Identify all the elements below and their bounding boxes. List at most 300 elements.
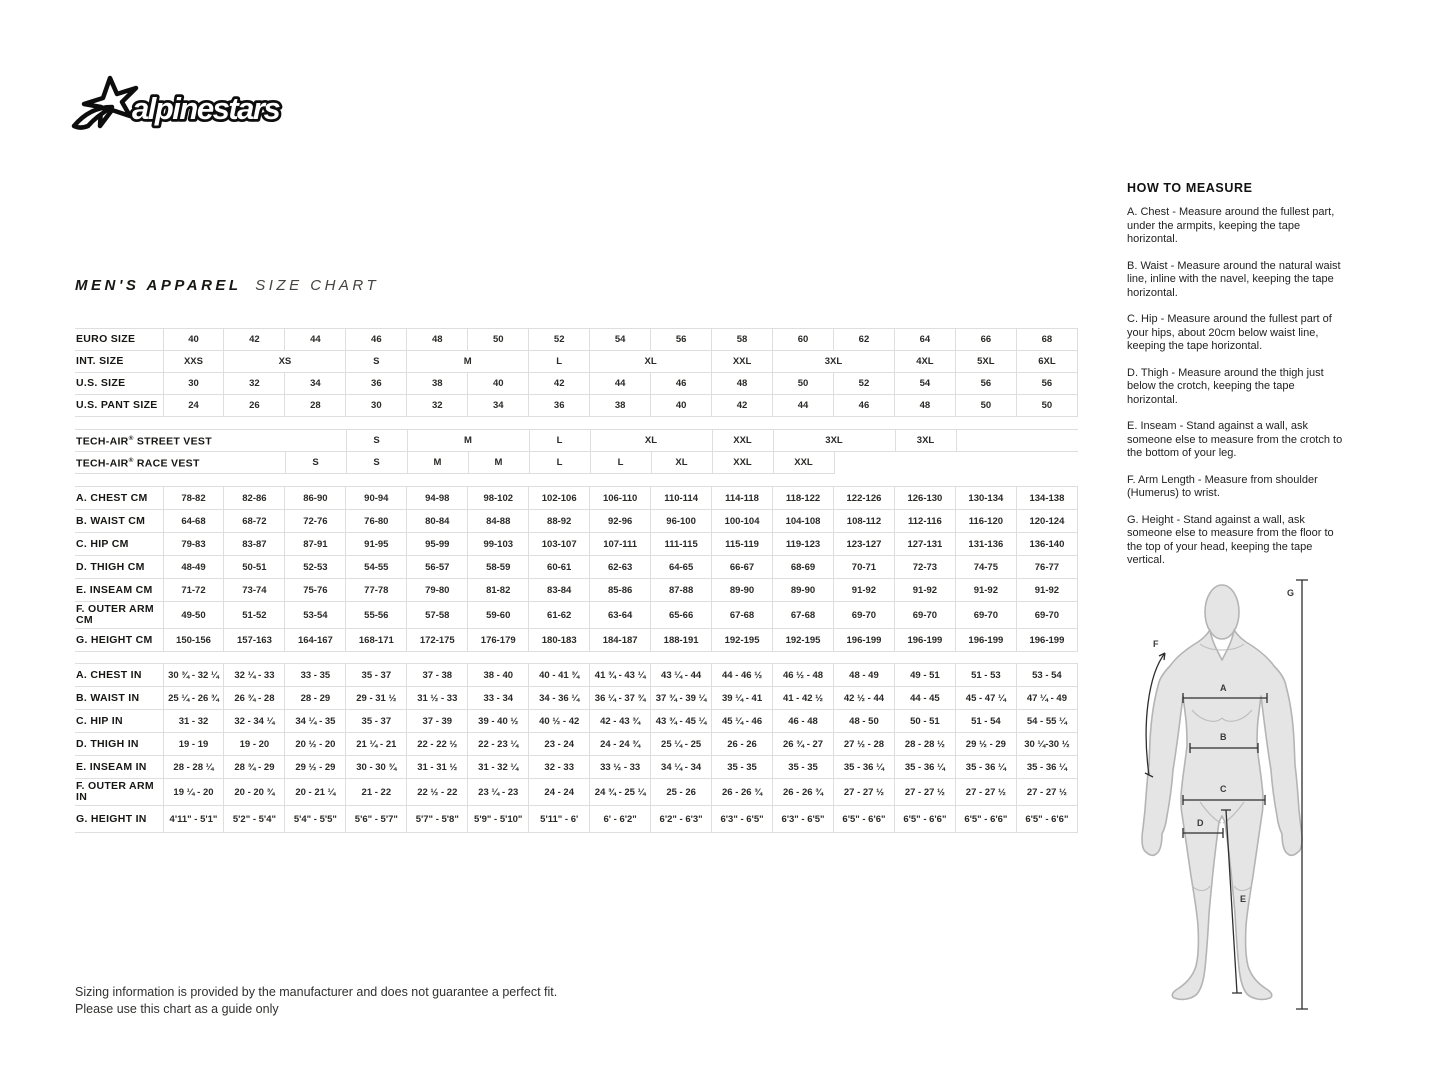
row-label: B. WAIST IN	[75, 687, 163, 710]
size-cell: 61-62	[529, 602, 590, 629]
size-cell: 29 - 31 ½	[346, 687, 407, 710]
row-label: U.S. PANT SIZE	[75, 395, 163, 417]
size-cell: S	[346, 351, 407, 373]
size-cell: 44	[773, 395, 834, 417]
size-cell: 76-77	[1016, 556, 1077, 579]
size-cell: M	[407, 452, 468, 474]
size-cell: 96-100	[651, 510, 712, 533]
size-cell: 130-134	[955, 487, 1016, 510]
size-cell: 5'4" - 5'5"	[285, 806, 346, 833]
size-cell: 24 - 24 ¾	[590, 733, 651, 756]
figure-label-hip: C	[1220, 784, 1227, 794]
size-cell: 44 - 45	[894, 687, 955, 710]
measure-instruction: F. Arm Length - Measure from shoulder (Humerus) to wrist.	[1127, 473, 1318, 499]
size-cell: 6'5" - 6'6"	[955, 806, 1016, 833]
size-cell: 40	[163, 329, 224, 351]
size-cell: 65-66	[651, 602, 712, 629]
measure-instruction: G. Height - Stand against a wall, ask someone else to measure from the floor to the top of your head, keeping the tape vertical.	[1127, 513, 1334, 566]
size-cell: 5'2" - 5'4"	[224, 806, 285, 833]
size-cell: 115-119	[712, 533, 773, 556]
row-label: G. HEIGHT IN	[75, 806, 163, 833]
size-cell: 69-70	[1016, 602, 1077, 629]
size-cell: 3XL	[773, 430, 895, 452]
size-cell: 83-84	[529, 579, 590, 602]
size-cell: 27 - 27 ½	[894, 779, 955, 806]
row-label: D. THIGH CM	[75, 556, 163, 579]
size-cell: 192-195	[773, 629, 834, 652]
row-label: F. OUTER ARM CM	[75, 602, 163, 629]
size-cell: 50	[1016, 395, 1077, 417]
size-cell: 54	[590, 329, 651, 351]
size-cell: 5'7" - 5'8"	[407, 806, 468, 833]
size-cell: 54	[894, 373, 955, 395]
size-cell: 35 - 36 ¼	[833, 756, 894, 779]
how-to-measure-heading: HOW TO MEASURE	[1127, 181, 1253, 195]
size-cell: 91-92	[833, 579, 894, 602]
size-cell: 34 ¼ - 35	[285, 710, 346, 733]
size-cell: 68-69	[773, 556, 834, 579]
size-cell	[956, 430, 1078, 452]
size-cell: 95-99	[407, 533, 468, 556]
size-cell: 28 - 29	[285, 687, 346, 710]
size-cell: 70-71	[833, 556, 894, 579]
size-cell: 84-88	[468, 510, 529, 533]
size-cell: 39 ¼ - 41	[712, 687, 773, 710]
size-cell: 40	[651, 395, 712, 417]
size-cell: 35 - 36 ¼	[894, 756, 955, 779]
size-cell: 27 - 27 ½	[1016, 779, 1077, 806]
size-cell: 4XL	[894, 351, 955, 373]
size-cell: 136-140	[1016, 533, 1077, 556]
row-label: TECH-AIR® RACE VEST	[75, 452, 285, 474]
table-block-in	[75, 663, 1078, 833]
size-cell: 36 ¼ - 37 ¾	[590, 687, 651, 710]
size-cell: 45 - 47 ¼	[955, 687, 1016, 710]
size-cell: 27 - 27 ½	[833, 779, 894, 806]
size-cell: 118-122	[773, 487, 834, 510]
size-cell: XL	[590, 351, 712, 373]
size-cell: 131-136	[955, 533, 1016, 556]
size-cell: 50	[955, 395, 1016, 417]
table-block-vests	[75, 429, 1078, 474]
size-cell: 6'5" - 6'6"	[833, 806, 894, 833]
size-cell: 102-106	[529, 487, 590, 510]
size-cell: 58	[712, 329, 773, 351]
size-cell: 50	[468, 329, 529, 351]
size-cell: 150-156	[163, 629, 224, 652]
size-cell: 67-68	[712, 602, 773, 629]
size-cell: 172-175	[407, 629, 468, 652]
size-cell: 25 - 26	[651, 779, 712, 806]
size-cell: 22 - 23 ¼	[468, 733, 529, 756]
size-cell: 45 ¼ - 46	[712, 710, 773, 733]
size-cell: 192-195	[712, 629, 773, 652]
size-cell: 46	[651, 373, 712, 395]
size-cell: 79-83	[163, 533, 224, 556]
size-cell: 23 - 24	[529, 733, 590, 756]
size-cell: 27 - 27 ½	[955, 779, 1016, 806]
size-cell: 91-95	[346, 533, 407, 556]
size-cell: 108-112	[833, 510, 894, 533]
size-cell: 107-111	[590, 533, 651, 556]
size-cell: 72-73	[894, 556, 955, 579]
size-cell: 89-90	[712, 579, 773, 602]
measurement-figure	[1140, 570, 1318, 1027]
size-cell: 114-118	[712, 487, 773, 510]
size-cell: 5'9" - 5'10"	[468, 806, 529, 833]
size-cell: 50-51	[224, 556, 285, 579]
size-cell: 62	[833, 329, 894, 351]
size-cell: 31 - 31 ½	[407, 756, 468, 779]
size-cell: 92-96	[590, 510, 651, 533]
size-cell: 6XL	[1016, 351, 1077, 373]
size-cell: 126-130	[894, 487, 955, 510]
size-cell: 3XL	[895, 430, 956, 452]
size-cell: 32	[224, 373, 285, 395]
size-cell: M	[407, 430, 529, 452]
size-cell: 57-58	[407, 602, 468, 629]
size-cell: 54-55	[346, 556, 407, 579]
size-cell: 35 - 37	[346, 710, 407, 733]
size-cell: 33 - 34	[468, 687, 529, 710]
size-cell: 122-126	[833, 487, 894, 510]
size-cell: 43 ¼ - 44	[651, 664, 712, 687]
row-label: EURO SIZE	[75, 329, 163, 351]
size-cell: 56	[955, 373, 1016, 395]
size-cell: 56	[651, 329, 712, 351]
size-cell: 164-167	[285, 629, 346, 652]
size-cell: 21 ¼ - 21	[346, 733, 407, 756]
size-cell: 48 - 49	[833, 664, 894, 687]
size-cell: 20 - 21 ¼	[285, 779, 346, 806]
size-cell: 48 - 50	[833, 710, 894, 733]
size-cell: 123-127	[833, 533, 894, 556]
size-cell: 6'3" - 6'5"	[712, 806, 773, 833]
size-cell: 80-84	[407, 510, 468, 533]
size-cell: 23 ¼ - 23	[468, 779, 529, 806]
size-cell: 46 - 48	[773, 710, 834, 733]
size-cell: 24 - 24	[529, 779, 590, 806]
size-cell: 26 - 26	[712, 733, 773, 756]
size-cell: 64-68	[163, 510, 224, 533]
size-cell: 49 - 51	[894, 664, 955, 687]
size-cell: 25 ¼ - 25	[651, 733, 712, 756]
size-cell: 88-92	[529, 510, 590, 533]
size-cell: 26 ¾ - 27	[773, 733, 834, 756]
size-cell: 54 - 55 ¼	[1016, 710, 1077, 733]
size-cell: 35 - 36 ¼	[955, 756, 1016, 779]
size-cell: 43 ¾ - 45 ¼	[651, 710, 712, 733]
size-cell: 74-75	[955, 556, 1016, 579]
size-cell: 26 - 26 ¾	[773, 779, 834, 806]
figure-label-chest: A	[1220, 683, 1227, 693]
size-cell: 37 - 38	[407, 664, 468, 687]
size-cell: 51-52	[224, 602, 285, 629]
size-cell: 37 - 39	[407, 710, 468, 733]
size-cell: 63-64	[590, 602, 651, 629]
figure-label-inseam: E	[1240, 894, 1247, 904]
size-cell: 26	[224, 395, 285, 417]
size-cell: 30 ¼-30 ½	[1016, 733, 1077, 756]
size-cell: 40	[468, 373, 529, 395]
size-cell: M	[407, 351, 529, 373]
size-cell: 168-171	[346, 629, 407, 652]
size-cell: 120-124	[1016, 510, 1077, 533]
size-cell: 56	[1016, 373, 1077, 395]
size-cell: S	[285, 452, 346, 474]
size-cell: 44	[590, 373, 651, 395]
size-cell: 48	[894, 395, 955, 417]
size-cell: 52	[833, 373, 894, 395]
size-cell: 35 - 37	[346, 664, 407, 687]
size-cell	[834, 452, 1078, 474]
size-cell: 42	[224, 329, 285, 351]
size-cell: 72-76	[285, 510, 346, 533]
row-label: C. HIP IN	[75, 710, 163, 733]
size-cell: XXL	[712, 452, 773, 474]
size-cell: 31 ½ - 33	[407, 687, 468, 710]
size-cell: 30	[346, 395, 407, 417]
size-cell: 30 ¾ - 32 ¼	[163, 664, 224, 687]
size-cell: XXL	[773, 452, 834, 474]
size-cell: 180-183	[529, 629, 590, 652]
size-cell: 24	[163, 395, 224, 417]
size-table	[75, 328, 1078, 845]
size-cell: 87-91	[285, 533, 346, 556]
row-label: G. HEIGHT CM	[75, 629, 163, 652]
size-cell: 36	[346, 373, 407, 395]
size-cell: 37 ¾ - 39 ¼	[651, 687, 712, 710]
size-cell: 6'2" - 6'3"	[651, 806, 712, 833]
size-cell: 68	[1016, 329, 1077, 351]
size-cell: 83-87	[224, 533, 285, 556]
size-cell: 46 ½ - 48	[773, 664, 834, 687]
size-cell: 52	[529, 329, 590, 351]
size-cell: 19 - 19	[163, 733, 224, 756]
size-cell: 51 - 54	[955, 710, 1016, 733]
disclaimer	[75, 984, 557, 1018]
size-cell: 49-50	[163, 602, 224, 629]
size-cell: 69-70	[833, 602, 894, 629]
size-cell: 24 ¾ - 25 ¼	[590, 779, 651, 806]
alpinestars-logo	[70, 74, 330, 149]
size-cell: 50 - 51	[894, 710, 955, 733]
figure-label-waist: B	[1220, 732, 1227, 742]
size-cell: 112-116	[894, 510, 955, 533]
size-cell: 99-103	[468, 533, 529, 556]
size-cell: 82-86	[224, 487, 285, 510]
size-cell: L	[529, 452, 590, 474]
size-cell: XS	[224, 351, 346, 373]
size-cell: 53 - 54	[1016, 664, 1077, 687]
row-label: B. WAIST CM	[75, 510, 163, 533]
size-cell: 29 ½ - 29	[285, 756, 346, 779]
size-cell: 41 - 42 ½	[773, 687, 834, 710]
size-cell: 4'11" - 5'1"	[163, 806, 224, 833]
row-label: E. INSEAM IN	[75, 756, 163, 779]
size-cell: 73-74	[224, 579, 285, 602]
measure-instruction: C. Hip - Measure around the fullest part of your hips, about 20cm below waist line, keeping the tape horizontal.	[1127, 313, 1332, 352]
measure-instruction: A. Chest - Measure around the fullest part, under the armpits, keeping the tape horizontal.	[1127, 206, 1335, 245]
size-cell: 28 ¾ - 29	[224, 756, 285, 779]
size-cell: 116-120	[955, 510, 1016, 533]
page-title-sub: SIZE CHART	[255, 277, 380, 294]
size-cell: 64-65	[651, 556, 712, 579]
size-cell: 25 ¼ - 26 ¾	[163, 687, 224, 710]
size-cell: 62-63	[590, 556, 651, 579]
disclaimer-line-1: Sizing information is provided by the manufacturer and does not guarantee a perfect fit.	[75, 985, 558, 999]
size-cell: 5XL	[955, 351, 1016, 373]
size-cell: 48	[407, 329, 468, 351]
size-cell: 58-59	[468, 556, 529, 579]
size-cell: 21 - 22	[346, 779, 407, 806]
size-cell: 29 ½ - 29	[955, 733, 1016, 756]
size-cell: 77-78	[346, 579, 407, 602]
size-cell: 26 - 26 ¾	[712, 779, 773, 806]
size-cell: 50	[773, 373, 834, 395]
row-label: A. CHEST IN	[75, 664, 163, 687]
size-cell: 20 - 20 ¾	[224, 779, 285, 806]
size-cell: 78-82	[163, 487, 224, 510]
measure-instruction: D. Thigh - Measure around the thigh just below the crotch, keeping the tape horizontal.	[1127, 366, 1324, 406]
row-label: INT. SIZE	[75, 351, 163, 373]
size-cell: 87-88	[651, 579, 712, 602]
row-label: E. INSEAM CM	[75, 579, 163, 602]
size-cell: 60-61	[529, 556, 590, 579]
size-cell: 76-80	[346, 510, 407, 533]
size-cell: 53-54	[285, 602, 346, 629]
size-cell: 59-60	[468, 602, 529, 629]
size-cell: 66	[955, 329, 1016, 351]
size-cell: 32 - 34 ¼	[224, 710, 285, 733]
size-cell: L	[529, 351, 590, 373]
size-cell: 48	[712, 373, 773, 395]
size-cell: 79-80	[407, 579, 468, 602]
size-cell: 42	[529, 373, 590, 395]
size-cell: 35 - 35	[712, 756, 773, 779]
measure-list	[1127, 206, 1345, 568]
size-cell: 91-92	[1016, 579, 1077, 602]
size-cell: 106-110	[590, 487, 651, 510]
alpinestars-logo-icon	[70, 74, 330, 144]
size-cell: 100-104	[712, 510, 773, 533]
size-cell: 188-191	[651, 629, 712, 652]
size-cell: 28	[285, 395, 346, 417]
size-cell: 31 - 32	[163, 710, 224, 733]
size-cell: 55-56	[346, 602, 407, 629]
size-cell: 6' - 6'2"	[590, 806, 651, 833]
page-title	[75, 277, 379, 294]
size-cell: 34 - 36 ¼	[529, 687, 590, 710]
size-cell: XXL	[712, 351, 773, 373]
size-cell: 28 - 28 ¼	[163, 756, 224, 779]
size-cell: XL	[651, 452, 712, 474]
alpinestars-wordmark: alpinestars	[132, 91, 280, 126]
size-cell: 176-179	[468, 629, 529, 652]
size-cell: 91-92	[955, 579, 1016, 602]
size-cell: 32	[407, 395, 468, 417]
size-cell: 42	[712, 395, 773, 417]
row-label: TECH-AIR® STREET VEST	[75, 430, 346, 452]
row-label: A. CHEST CM	[75, 487, 163, 510]
size-cell: 3XL	[773, 351, 895, 373]
size-cell: 35 - 36 ¼	[1016, 756, 1077, 779]
size-cell: 104-108	[773, 510, 834, 533]
size-cell: 33 ½ - 33	[590, 756, 651, 779]
size-cell: 30	[163, 373, 224, 395]
size-cell: 56-57	[407, 556, 468, 579]
size-cell: 34	[468, 395, 529, 417]
size-cell: 33 - 35	[285, 664, 346, 687]
size-cell: 196-199	[1016, 629, 1077, 652]
size-cell: 47 ¼ - 49	[1016, 687, 1077, 710]
size-cell: 127-131	[894, 533, 955, 556]
size-cell: 5'6" - 5'7"	[346, 806, 407, 833]
size-cell: L	[529, 430, 590, 452]
size-cell: 31 - 32 ¼	[468, 756, 529, 779]
size-cell: S	[346, 452, 407, 474]
size-cell: S	[346, 430, 407, 452]
size-cell: 20 ½ - 20	[285, 733, 346, 756]
size-cell: 26 ¾ - 28	[224, 687, 285, 710]
size-cell: 32 - 33	[529, 756, 590, 779]
size-cell: 6'5" - 6'6"	[1016, 806, 1077, 833]
size-cell: 39 - 40 ½	[468, 710, 529, 733]
size-cell: 40 ½ - 42	[529, 710, 590, 733]
size-cell: 27 ½ - 28	[833, 733, 894, 756]
figure-label-thigh: D	[1197, 818, 1204, 828]
size-cell: 32 ¼ - 33	[224, 664, 285, 687]
size-cell: 89-90	[773, 579, 834, 602]
size-cell: 22 ½ - 22	[407, 779, 468, 806]
size-cell: XL	[590, 430, 712, 452]
size-cell: 66-67	[712, 556, 773, 579]
size-cell: 60	[773, 329, 834, 351]
size-cell: 42 ½ - 44	[833, 687, 894, 710]
size-cell: 34	[285, 373, 346, 395]
size-cell: 69-70	[955, 602, 1016, 629]
body-diagram-icon	[1140, 570, 1318, 1022]
size-cell: 68-72	[224, 510, 285, 533]
size-cell: 19 ¼ - 20	[163, 779, 224, 806]
size-cell: 81-82	[468, 579, 529, 602]
size-cell: 75-76	[285, 579, 346, 602]
size-cell: 22 - 22 ½	[407, 733, 468, 756]
size-cell: 6'5" - 6'6"	[894, 806, 955, 833]
size-cell: 46	[346, 329, 407, 351]
size-cell: 41 ¾ - 43 ¼	[590, 664, 651, 687]
size-cell: 34 ¼ - 34	[651, 756, 712, 779]
size-cell: 36	[529, 395, 590, 417]
size-cell: 69-70	[894, 602, 955, 629]
size-cell: 38	[590, 395, 651, 417]
table-block-cm	[75, 486, 1078, 652]
row-label: U.S. SIZE	[75, 373, 163, 395]
measure-instruction: E. Inseam - Stand against a wall, ask someone else to measure from the crotch to the bottom of your leg.	[1127, 420, 1343, 459]
row-label: D. THIGH IN	[75, 733, 163, 756]
size-cell: 38 - 40	[468, 664, 529, 687]
size-cell: 51 - 53	[955, 664, 1016, 687]
size-cell: 196-199	[894, 629, 955, 652]
size-cell: 196-199	[833, 629, 894, 652]
disclaimer-line-2: Please use this chart as a guide only	[75, 1002, 279, 1016]
size-cell: 157-163	[224, 629, 285, 652]
size-cell: 119-123	[773, 533, 834, 556]
size-cell: 52-53	[285, 556, 346, 579]
row-label: C. HIP CM	[75, 533, 163, 556]
size-cell: 19 - 20	[224, 733, 285, 756]
size-cell: 90-94	[346, 487, 407, 510]
